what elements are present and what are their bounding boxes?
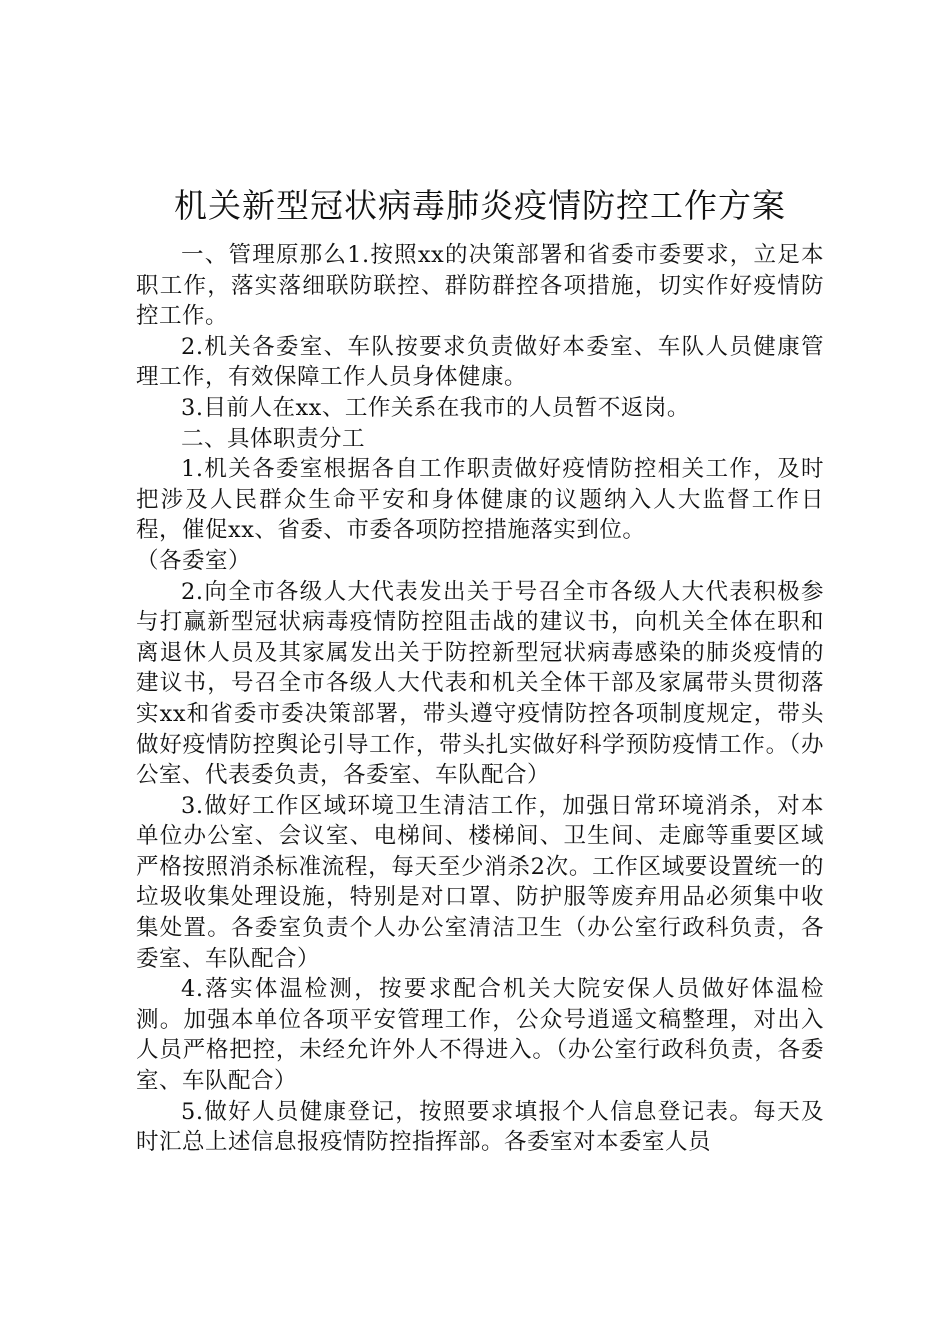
- paragraph-duty-1: 1.机关各委室根据各自工作职责做好疫情防控相关工作，及时把涉及人民群众生命平安和身体健康的议题纳入人大监督工作日程，催促xx、省委、市委各项防控措施落实到位。: [136, 456, 824, 544]
- document-page: [136, 180, 824, 1158]
- section-heading-duties: 二、具体职责分工: [181, 425, 366, 452]
- paragraph-duty-3: 3.做好工作区域环境卫生清洁工作，加强日常环境消杀，对本单位办公室、会议室、电梯间、楼梯间、卫生间、走廊等重要区域严格按照消杀标准流程，每天至少消杀2次。工作区域要设置统一的垃圾收集处理设施，特别是对口罩、防护服等废弃用品必须集中收集处置。各委室负责个人办公室清洁卫生（办公室行政科负责，各委室、车队配合）: [136, 792, 824, 972]
- paragraph-duty-1-owner: （各委室）: [136, 547, 252, 574]
- document-title: 机关新型冠状病毒肺炎疫情防控工作方案: [174, 186, 786, 225]
- paragraph-health-management: 2.机关各委室、车队按要求负责做好本委室、车队人员健康管理工作，有效保障工作人员身体健康。: [136, 333, 824, 391]
- document-body: [136, 240, 824, 1158]
- paragraph-principles: 一、管理原那么1.按照xx的决策部署和省委市委要求，立足本职工作，落实落细联防联控、群防群控各项措施，切实作好疫情防控工作。: [136, 242, 824, 330]
- paragraph-duty-5: 5.做好人员健康登记，按照要求填报个人信息登记表。每天及时汇总上述信息报疫情防控指挥部。各委室对本委室人员: [136, 1098, 824, 1156]
- paragraph-duty-2: 2.向全市各级人大代表发出关于号召全市各级人大代表积极参与打赢新型冠状病毒疫情防控阻击战的建议书，向机关全体在职和离退休人员及其家属发出关于防控新型冠状病毒感染的肺炎疫情的建议书，号召全市各级人大代表和机关全体干部及家属带头贯彻落实xx和省委市委决策部署，带头遵守疫情防控各项制度规定，带头做好疫情防控舆论引导工作，带头扎实做好科学预防疫情工作。（办公室、代表委负责，各委室、车队配合）: [136, 578, 824, 789]
- paragraph-no-return: 3.目前人在xx、工作关系在我市的人员暂不返岗。: [181, 394, 690, 421]
- paragraph-duty-4: 4.落实体温检测，按要求配合机关大院安保人员做好体温检测。加强本单位各项平安管理工作，公众号逍遥文稿整理，对出入人员严格把控，未经允许外人不得进入。（办公室行政科负责，各委室、车队配合）: [136, 976, 824, 1095]
